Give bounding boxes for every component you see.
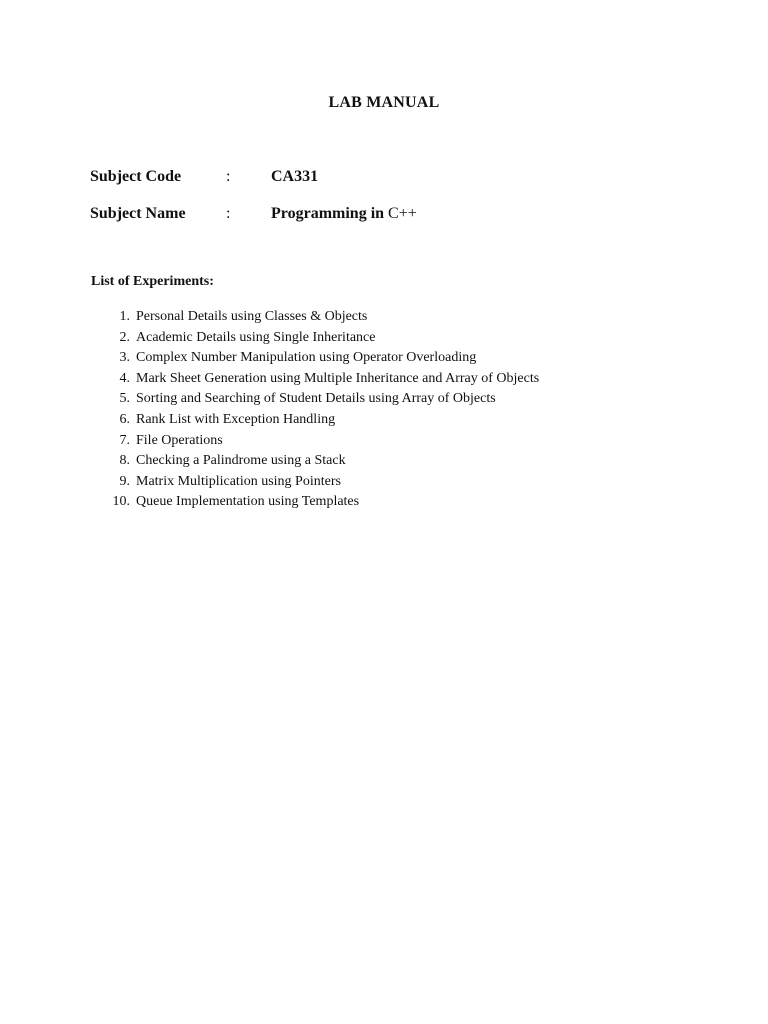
- list-item-number: 8.: [119, 453, 130, 469]
- subject-code-label: Subject Code: [90, 168, 182, 185]
- list-item-text: Rank List with Exception Handling: [136, 411, 336, 427]
- subject-name-separator: :: [226, 205, 231, 222]
- list-item-number: 7.: [119, 432, 130, 448]
- subject-name-label: Subject Name: [90, 205, 186, 222]
- list-item-text: Complex Number Manipulation using Operator Overloading: [136, 350, 477, 366]
- list-item-text: Mark Sheet Generation using Multiple Inheritance and Array of Objects: [136, 370, 540, 386]
- list-item-number: 3.: [119, 350, 130, 366]
- list-item-number: 10.: [112, 494, 130, 510]
- experiments-heading: List of Experiments:: [91, 274, 214, 289]
- list-item-text: File Operations: [136, 432, 223, 448]
- list-item-text: Matrix Multiplication using Pointers: [136, 473, 341, 489]
- list-item-number: 1.: [119, 309, 130, 324]
- subject-name-value: [271, 205, 417, 223]
- list-item-text: Personal Details using Classes & Objects: [136, 309, 368, 324]
- list-item-number: 2.: [119, 329, 130, 345]
- list-item-text: Checking a Palindrome using a Stack: [136, 453, 346, 469]
- list-item-number: 5.: [119, 391, 130, 407]
- subject-code-value: CA331: [271, 168, 319, 185]
- list-item-text: Sorting and Searching of Student Details using Array of Objects: [136, 391, 496, 407]
- list-item-text: Academic Details using Single Inheritance: [136, 329, 376, 345]
- list-item-number: 4.: [119, 370, 130, 386]
- list-item-number: 9.: [119, 473, 130, 489]
- list-item-text: Queue Implementation using Templates: [136, 494, 360, 510]
- page-title: LAB MANUAL: [328, 94, 440, 111]
- list-item-number: 6.: [119, 411, 130, 427]
- subject-name-value-plain: C++: [388, 205, 417, 222]
- subject-name-value-bold: Programming in: [271, 205, 389, 222]
- subject-code-separator: :: [226, 168, 231, 185]
